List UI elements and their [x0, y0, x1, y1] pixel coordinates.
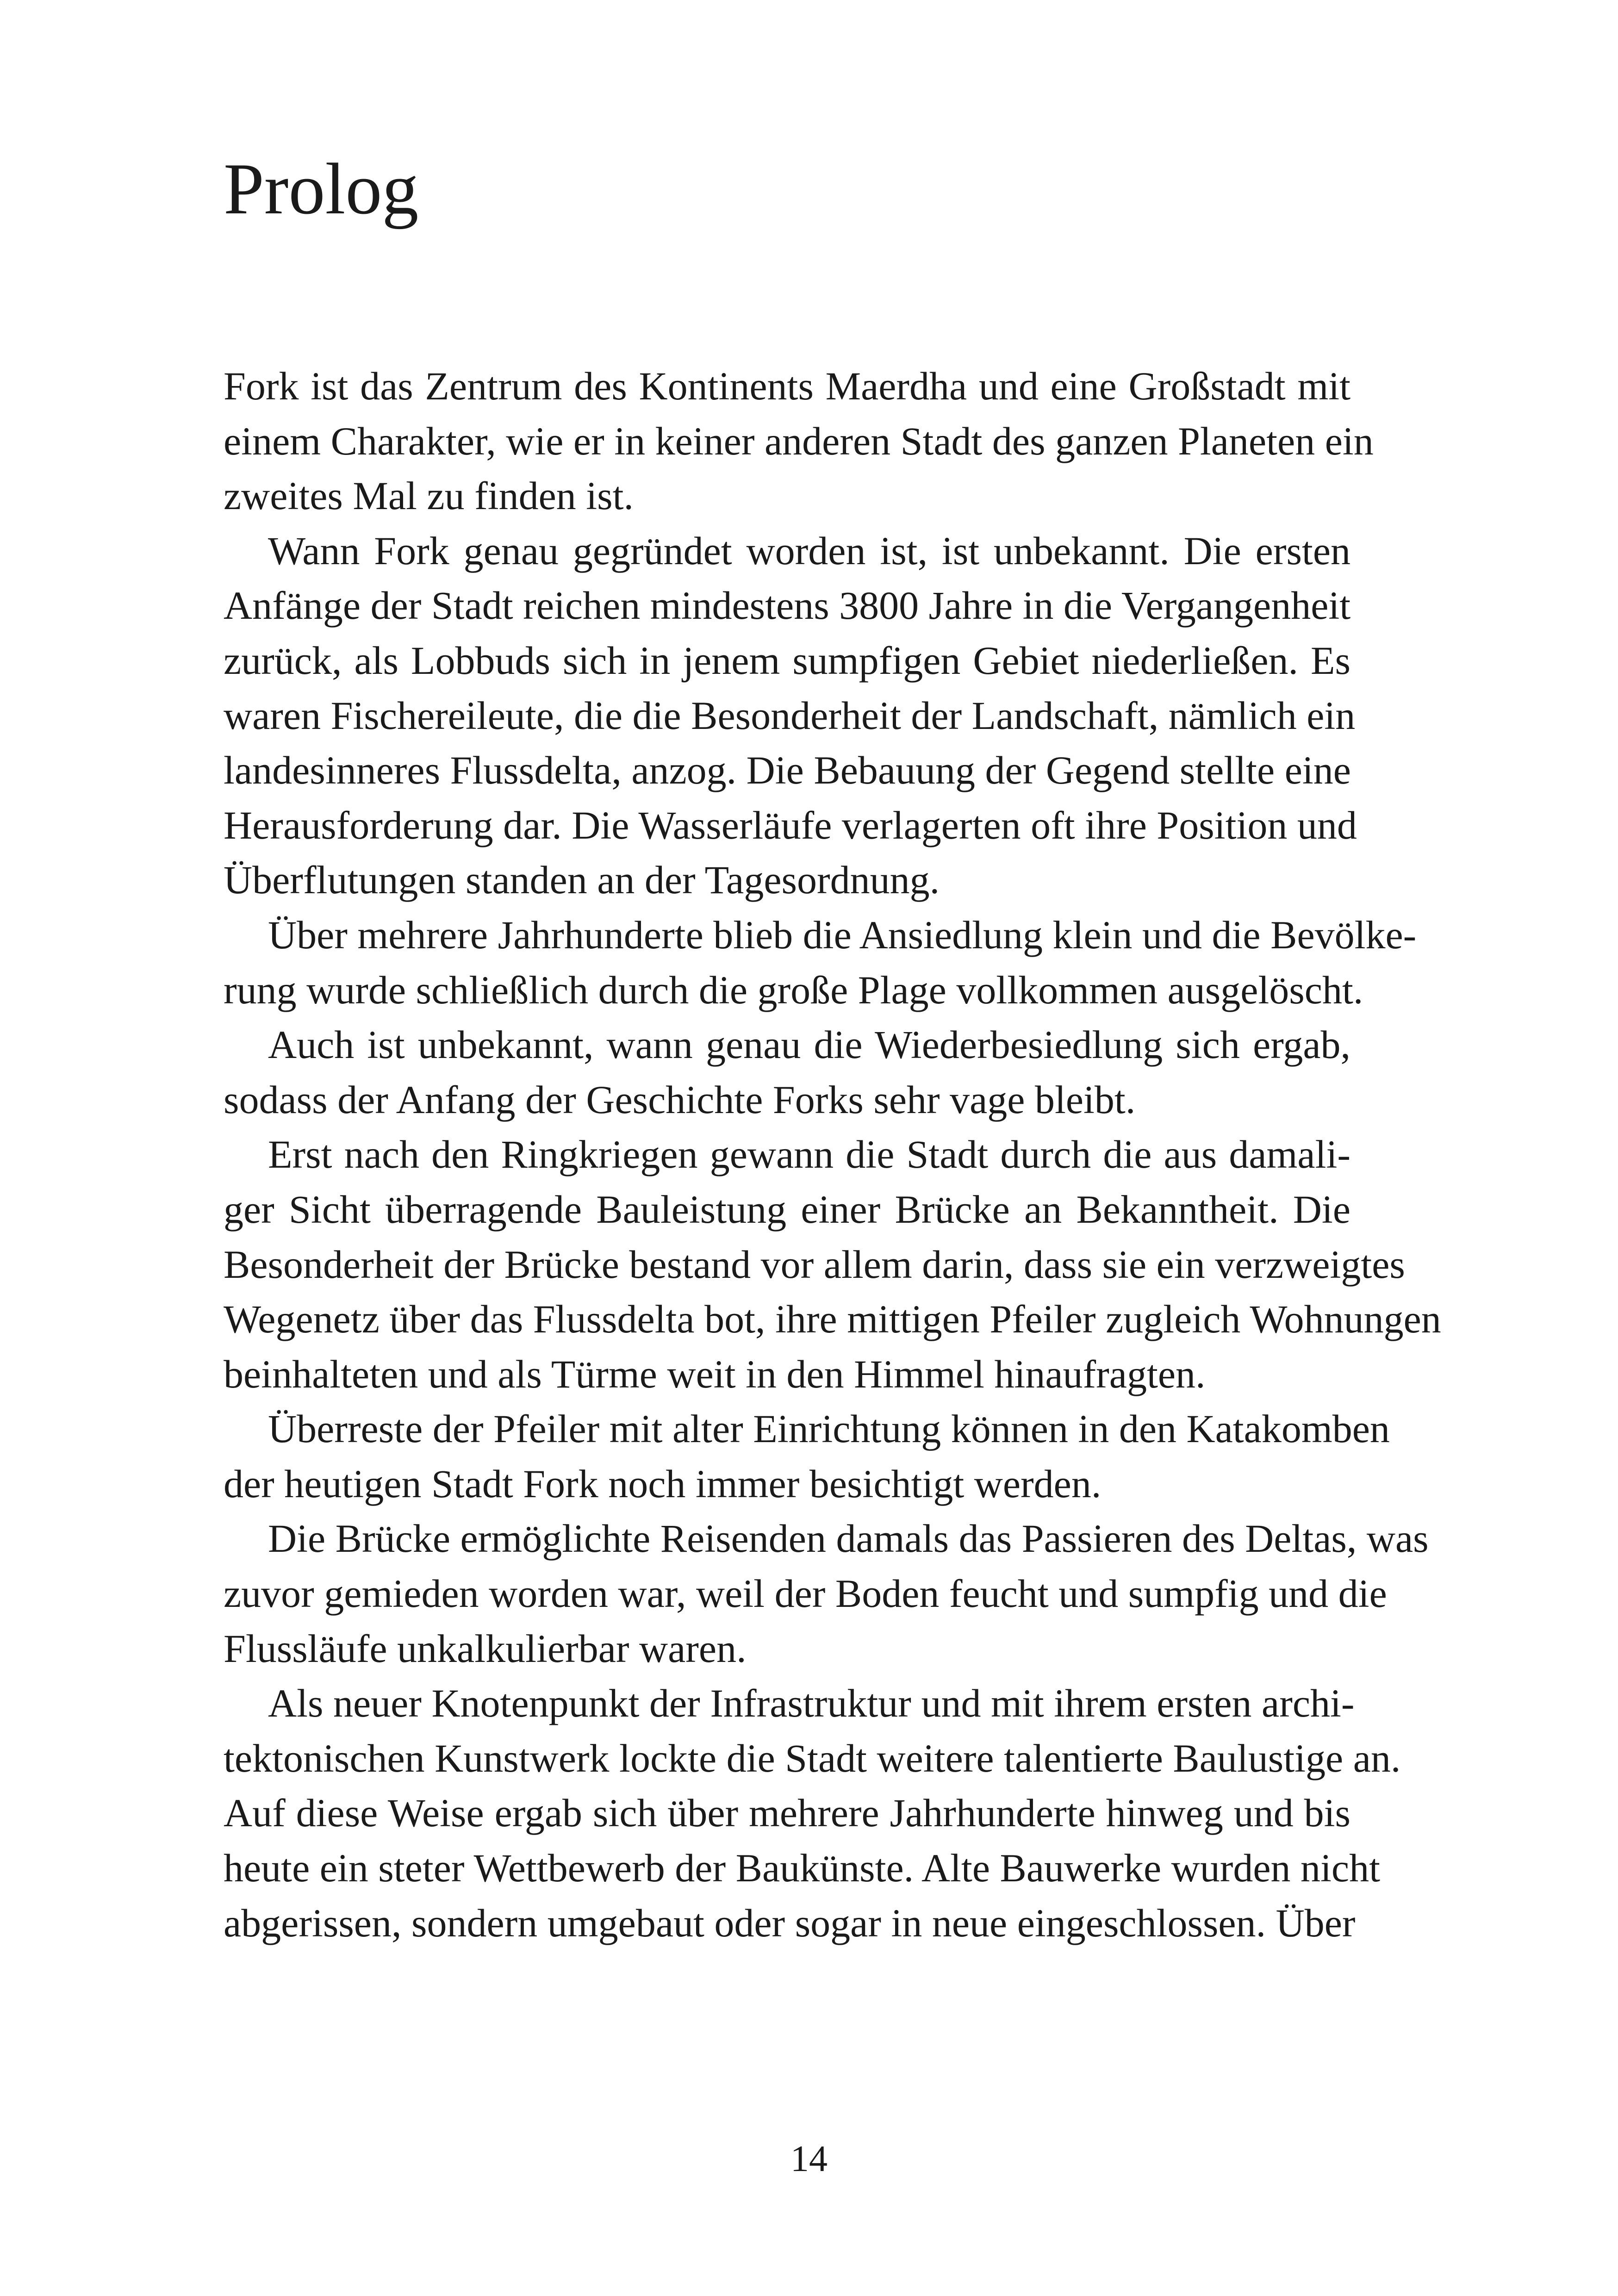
text-line: landesinneres Flussdelta, anzog. Die Bebauung der Gegend stellte eine — [224, 748, 1351, 793]
text-line: Wann Fork genau gegründet worden ist, ist unbekannt. Die ersten — [268, 528, 1350, 573]
text-line: Über mehrere Jahrhunderte blieb die Ansiedlung klein und die Bevölke- — [268, 912, 1417, 957]
text-line: Auch ist unbekannt, wann genau die Wiederbesiedlung sich ergab, — [268, 1022, 1350, 1067]
text-line: Anfänge der Stadt reichen mindestens 3800 Jahre in die Vergangenheit — [224, 583, 1351, 628]
text-line: tektonischen Kunstwerk lockte die Stadt weitere talentierte Baulustige an. — [224, 1736, 1401, 1780]
text-line: zurück, als Lobbuds sich in jenem sumpfigen Gebiet niederließen. Es — [224, 638, 1350, 683]
paragraph — [224, 359, 1374, 523]
text-line: Wegenetz über das Flussdelta bot, ihre mittigen Pfeiler zugleich Wohnungen — [224, 1297, 1441, 1342]
paragraph — [224, 1676, 1401, 1950]
text-line: heute ein steter Wettbewerb der Baukünste. Alte Bauwerke wurden nicht — [224, 1846, 1380, 1891]
page-number: 14 — [790, 2139, 828, 2179]
text-line: Auf diese Weise ergab sich über mehrere Jahrhunderte hinweg und bis — [224, 1791, 1350, 1836]
chapter-title: Prolog — [224, 149, 419, 230]
text-line: Die Brücke ermöglichte Reisenden damals das Passieren des Deltas, was — [268, 1516, 1429, 1561]
body-text — [224, 359, 1441, 1950]
text-line: zuvor gemieden worden war, weil der Boden feucht und sumpfig und die — [224, 1571, 1387, 1616]
text-line: einem Charakter, wie er in keiner anderen Stadt des ganzen Planeten ein — [224, 418, 1374, 463]
paragraph — [224, 908, 1417, 1017]
text-line: Erst nach den Ringkriegen gewann die Stadt durch die aus damali- — [268, 1132, 1350, 1177]
text-line: Fork ist das Zentrum des Kontinents Maerdha und eine Großstadt mit — [224, 364, 1350, 408]
text-line: beinhalteten und als Türme weit in den Himmel hinaufragten. — [224, 1351, 1206, 1396]
text-line: zweites Mal zu finden ist. — [224, 473, 634, 518]
paragraph — [224, 1017, 1350, 1127]
text-line: Als neuer Knotenpunkt der Infrastruktur und mit ihrem ersten archi- — [268, 1681, 1355, 1726]
text-line: der heutigen Stadt Fork noch immer besichtigt werden. — [224, 1461, 1101, 1506]
text-line: Besonderheit der Brücke bestand vor allem darin, dass sie ein verzweigtes — [224, 1242, 1405, 1287]
paragraph — [224, 523, 1357, 908]
paragraph — [224, 1511, 1429, 1676]
paragraph — [224, 1401, 1390, 1511]
text-line: Überflutungen standen an der Tagesordnung. — [224, 858, 940, 902]
text-line: abgerissen, sondern umgebaut oder sogar in neue eingeschlossen. Über — [224, 1900, 1356, 1945]
text-line: ger Sicht überragende Bauleistung einer Brücke an Bekanntheit. Die — [224, 1187, 1350, 1232]
text-line: Herausforderung dar. Die Wasserläufe verlagerten oft ihre Position und — [224, 803, 1357, 847]
text-line: waren Fischereileute, die die Besonderheit der Landschaft, nämlich ein — [224, 693, 1356, 738]
text-line: Überreste der Pfeiler mit alter Einrichtung können in den Katakomben — [268, 1406, 1390, 1451]
text-line: Flussläufe unkalkulierbar waren. — [224, 1626, 747, 1671]
paragraph — [224, 1127, 1441, 1401]
text-line: rung wurde schließlich durch die große Plage vollkommen ausgelöscht. — [224, 967, 1363, 1012]
text-line: sodass der Anfang der Geschichte Forks sehr vage bleibt. — [224, 1077, 1136, 1122]
